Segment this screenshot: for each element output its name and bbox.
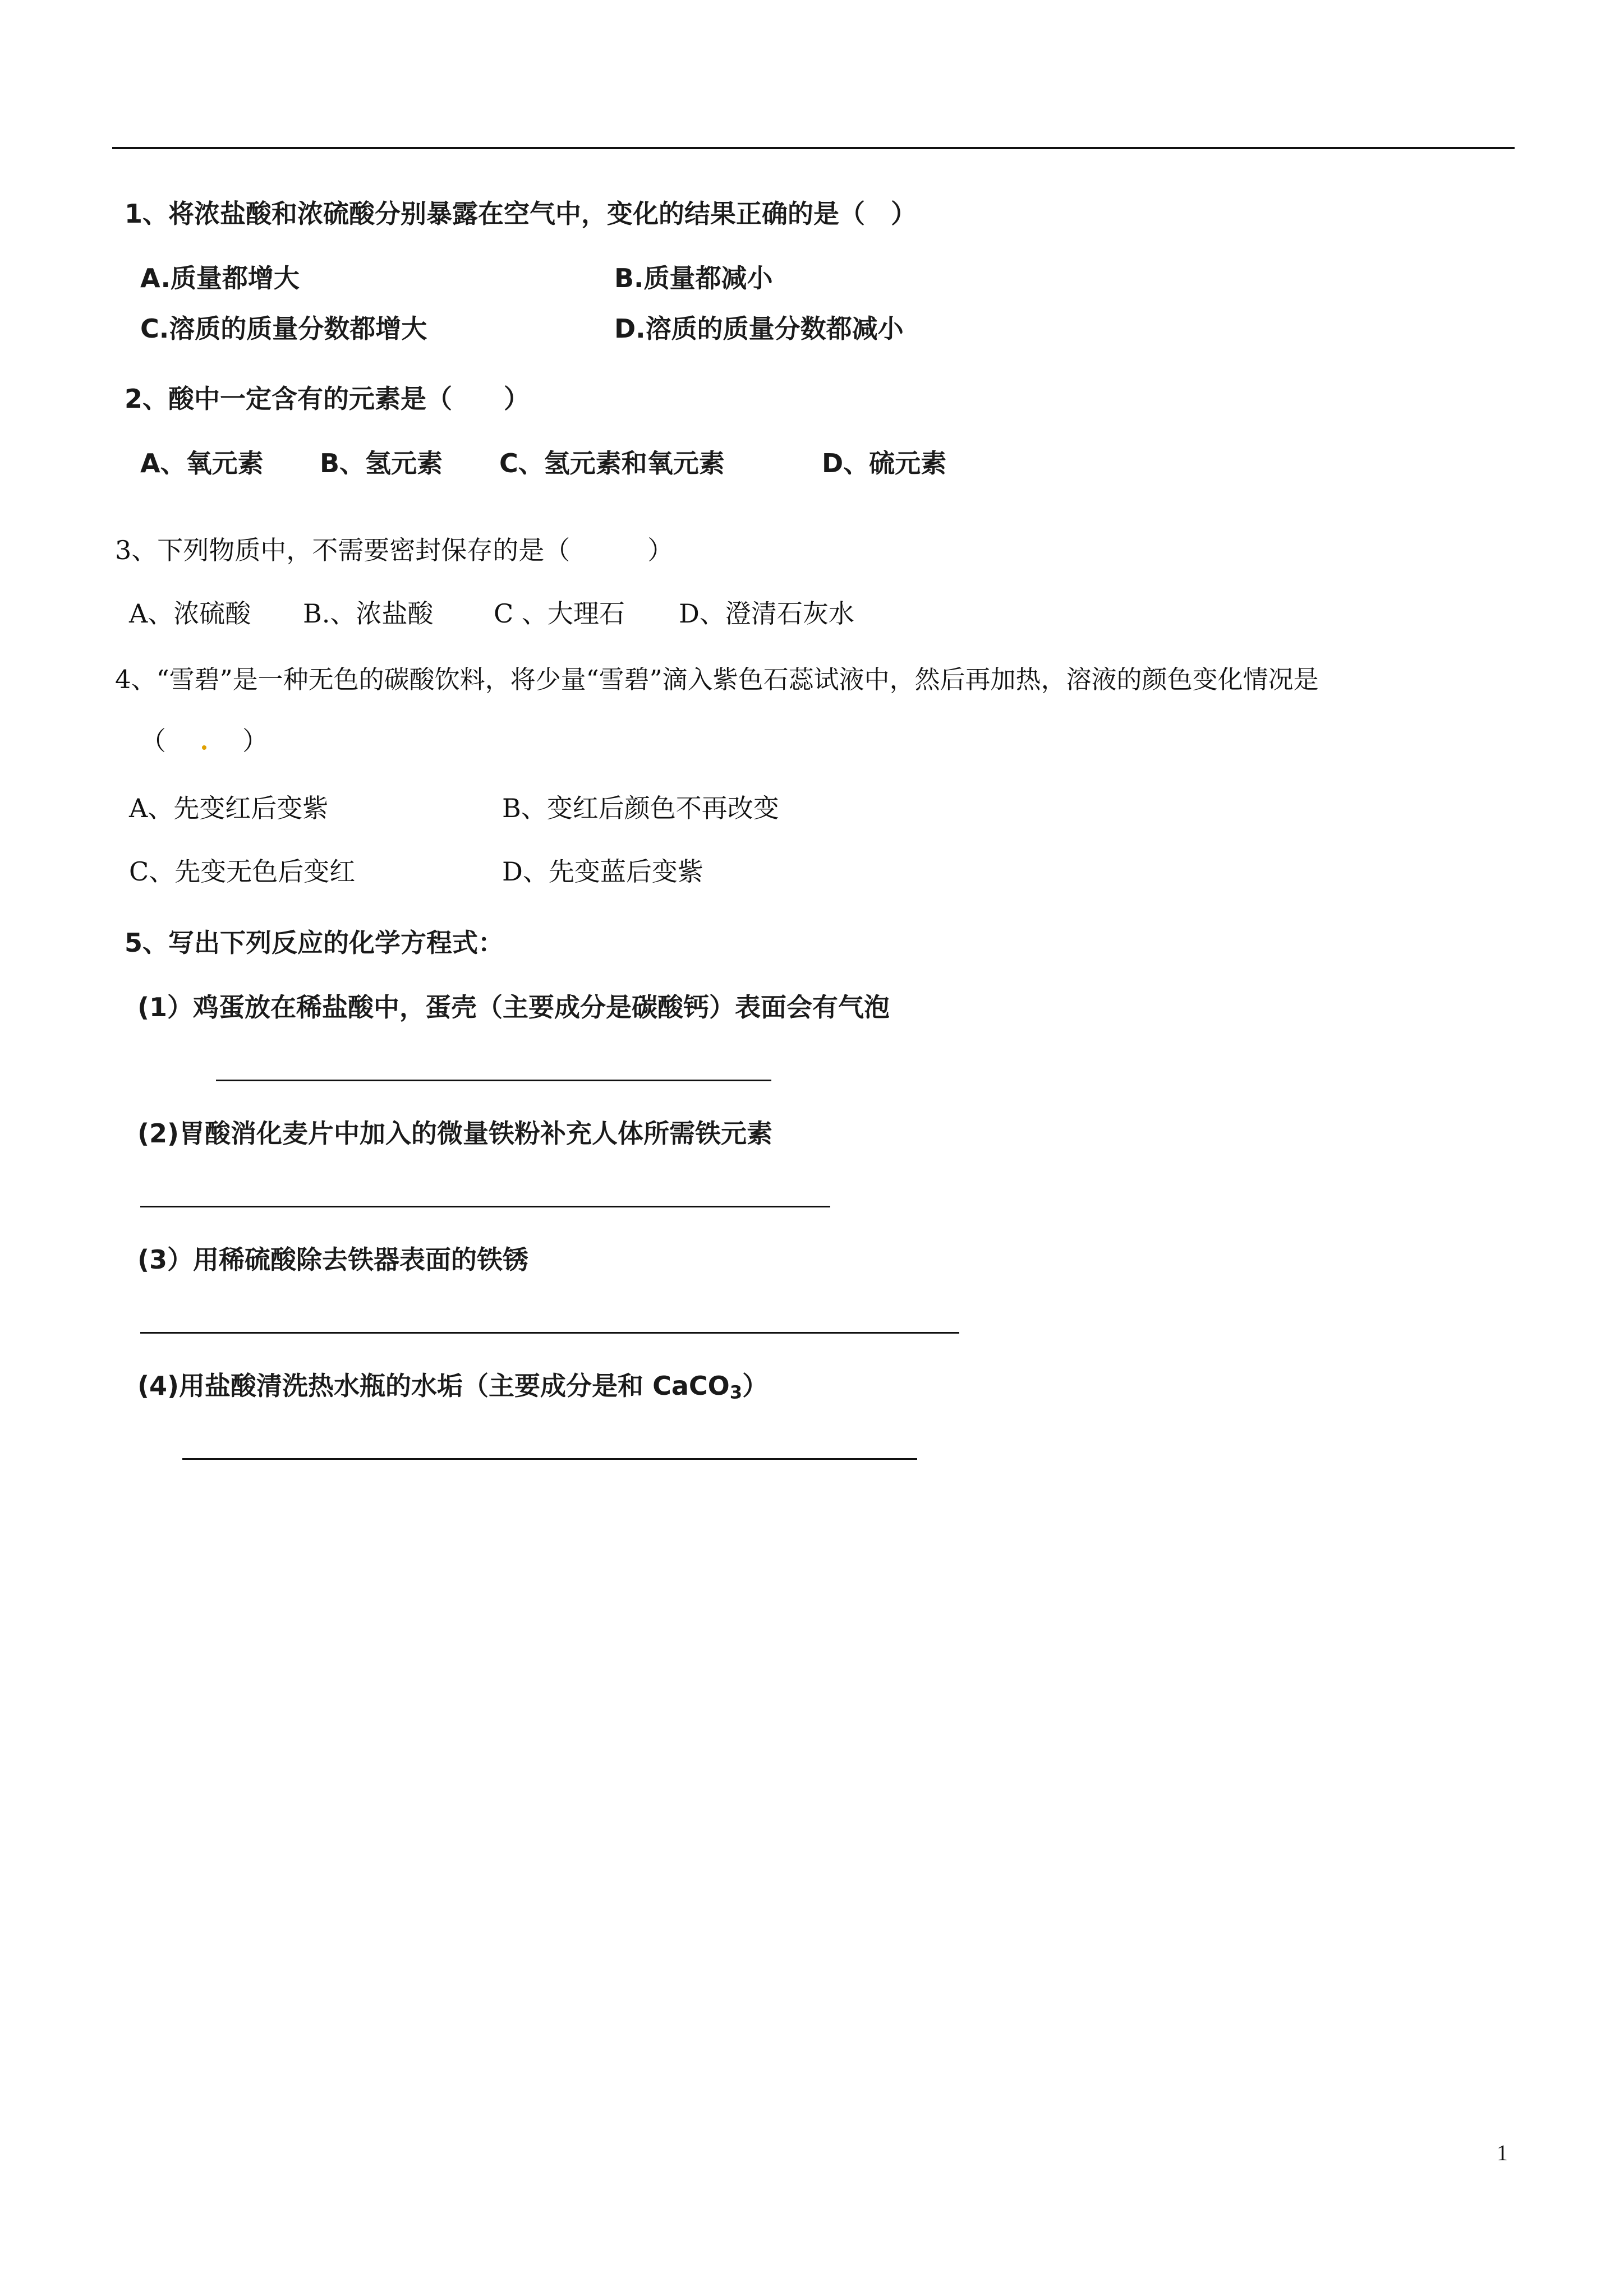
header-rule xyxy=(112,147,1515,149)
q3-stem: 3、下列物质中，不需要密封保存的是（ ） xyxy=(115,535,674,565)
q4-option-c: C、先变无色后变红 xyxy=(129,856,356,887)
q3-option-c: C 、大理石 xyxy=(494,598,625,629)
q2-option-a: A、氧元素 xyxy=(140,448,264,478)
q3-option-b: B.、浓盐酸 xyxy=(303,598,434,629)
q5-item-1: (1）鸡蛋放在稀盐酸中，蛋壳（主要成分是碳酸钙）表面会有气泡 xyxy=(137,992,890,1022)
q5-item-4-subscript: 3 xyxy=(729,1381,743,1403)
q2-option-d: D、硫元素 xyxy=(822,448,947,478)
q4-option-d: D、先变蓝后变紫 xyxy=(502,856,703,887)
q3-option-a: A、浓硫酸 xyxy=(129,598,251,629)
q3-option-d: D、澄清石灰水 xyxy=(679,598,854,629)
q2-option-b: B、氢元素 xyxy=(320,448,443,478)
answer-blank-4[interactable] xyxy=(182,1458,917,1460)
q4-stem: 4、“雪碧”是一种无色的碳酸饮料，将少量“雪碧”滴入紫色石蕊试液中，然后再加热，溶液的颜色变化情况是 xyxy=(115,665,1319,694)
q1-option-d: D.溶质的质量分数都减小 xyxy=(614,313,904,344)
q2-option-c: C、氢元素和氧元素 xyxy=(499,448,725,478)
q1-option-c: C.溶质的质量分数都增大 xyxy=(140,313,427,344)
q1-stem: 1、将浓盐酸和浓硫酸分别暴露在空气中，变化的结果正确的是（ ） xyxy=(125,199,917,229)
q5-item-4-text: (4)用盐酸清洗热水瓶的水垢（主要成分是和 CaCO xyxy=(137,1371,730,1401)
q4-option-a: A、先变红后变紫 xyxy=(129,793,329,823)
q1-option-a: A.质量都增大 xyxy=(140,263,300,293)
q1-option-b: B.质量都减小 xyxy=(614,263,773,293)
answer-blank-3[interactable] xyxy=(140,1332,959,1334)
q2-stem: 2、酸中一定含有的元素是（ ） xyxy=(125,384,530,414)
answer-blank-2[interactable] xyxy=(140,1206,830,1207)
q5-item-2: (2)胃酸消化麦片中加入的微量铁粉补充人体所需铁元素 xyxy=(137,1118,773,1149)
q5-stem: 5、写出下列反应的化学方程式： xyxy=(125,928,504,958)
q4-paren-close: ） xyxy=(242,726,268,756)
q5-item-3: (3）用稀硫酸除去铁器表面的铁锈 xyxy=(137,1244,529,1275)
q4-paren-open: （ xyxy=(140,726,166,756)
q4-option-b: B、变红后颜色不再改变 xyxy=(502,793,779,823)
q5-item-4 xyxy=(137,1366,768,1403)
page-number: 1 xyxy=(1497,2140,1508,2165)
q4-answer-paren xyxy=(140,721,268,758)
q5-item-4-close: ） xyxy=(742,1371,769,1401)
mark-dot-icon xyxy=(202,745,206,750)
answer-blank-1[interactable] xyxy=(216,1080,771,1081)
